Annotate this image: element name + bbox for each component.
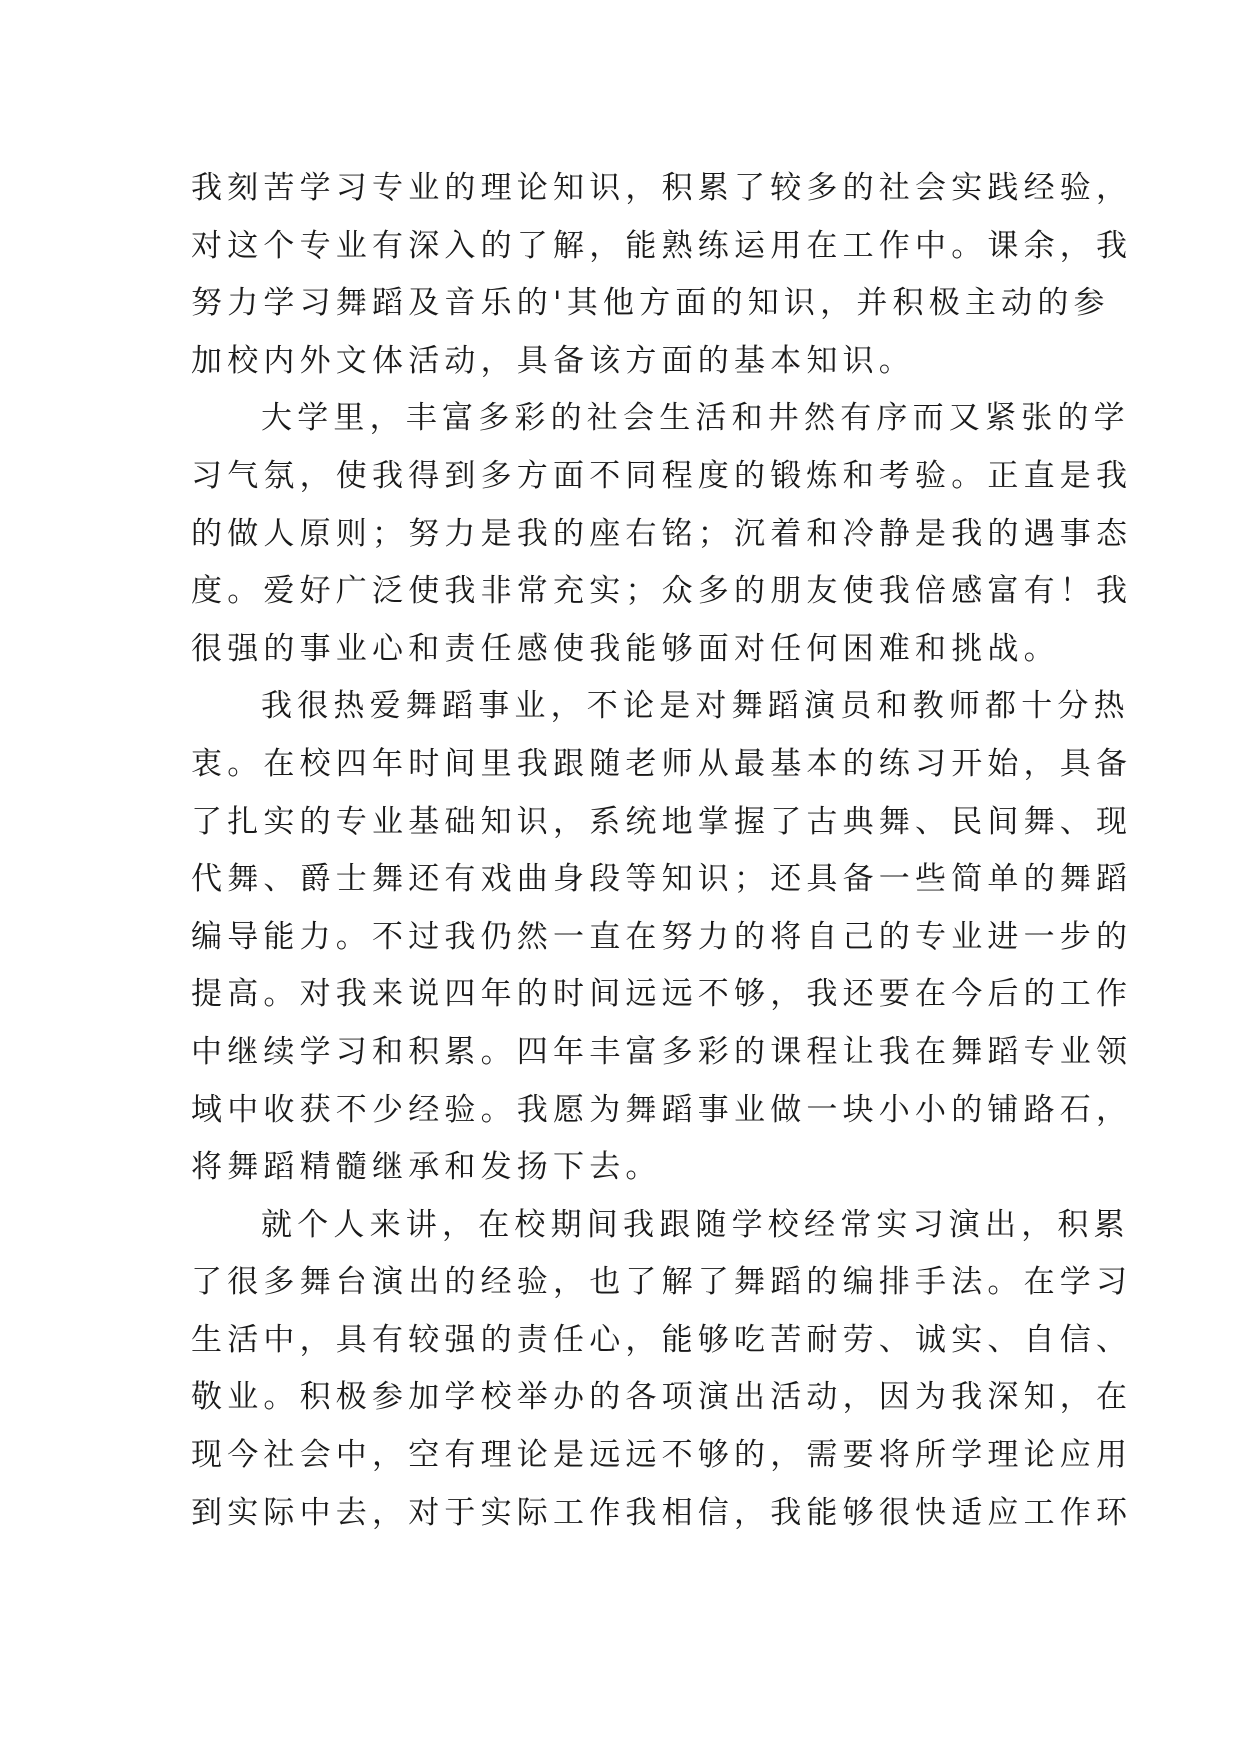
text-line: 衷。在校四年时间里我跟随老师从最基本的练习开始，具备 bbox=[191, 745, 1133, 782]
text-line: 对这个专业有深入的了解，能熟练运用在工作中。课余，我 bbox=[191, 227, 1133, 264]
text-line: 了很多舞台演出的经验，也了解了舞蹈的编排手法。在学习 bbox=[191, 1264, 1133, 1301]
paragraph-first-line: 就个人来讲，在校期间我跟随学校经常实习演出，积累 bbox=[261, 1206, 1130, 1243]
text-line: 敬业。积极参加学校举办的各项演出活动，因为我深知，在 bbox=[191, 1379, 1133, 1416]
text-line: 我刻苦学习专业的理论知识，积累了较多的社会实践经验， bbox=[191, 170, 1133, 206]
text-line: 代舞、爵士舞还有戏曲身段等知识；还具备一些简单的舞蹈 bbox=[191, 861, 1133, 898]
text-line: 编导能力。不过我仍然一直在努力的将自己的专业进一步的 bbox=[191, 918, 1133, 955]
text-line: 生活中，具有较强的责任心，能够吃苦耐劳、诚实、自信、 bbox=[191, 1321, 1133, 1358]
text-line: 习气氛，使我得到多方面不同程度的锻炼和考验。正直是我 bbox=[191, 457, 1133, 494]
paragraph-first-line: 大学里，丰富多彩的社会生活和井然有序而又紧张的学 bbox=[261, 400, 1130, 437]
text-line: 努力学习舞蹈及音乐的'其他方面的知识，并积极主动的参 bbox=[191, 285, 1110, 322]
text-line: 的做人原则；努力是我的座右铭；沉着和冷静是我的遇事态 bbox=[191, 515, 1133, 552]
body-text bbox=[191, 160, 1133, 1542]
text-line: 域中收获不少经验。我愿为舞蹈事业做一块小小的铺路石， bbox=[191, 1091, 1133, 1128]
text-line: 到实际中去，对于实际工作我相信，我能够很快适应工作环 bbox=[191, 1494, 1133, 1531]
text-line: 中继续学习和积累。四年丰富多彩的课程让我在舞蹈专业领 bbox=[191, 1033, 1133, 1070]
text-line: 很强的事业心和责任感使我能够面对任何困难和挑战。 bbox=[191, 630, 1060, 667]
text-line: 将舞蹈精髓继承和发扬下去。 bbox=[191, 1149, 662, 1186]
text-line: 提高。对我来说四年的时间远远不够，我还要在今后的工作 bbox=[191, 976, 1133, 1013]
text-line: 加校内外文体活动，具备该方面的基本知识。 bbox=[191, 342, 915, 379]
text-line: 了扎实的专业基础知识，系统地掌握了古典舞、民间舞、现 bbox=[191, 803, 1133, 840]
paragraph-first-line: 我很热爱舞蹈事业，不论是对舞蹈演员和教师都十分热 bbox=[261, 688, 1130, 725]
text-line: 度。爱好广泛使我非常充实；众多的朋友使我倍感富有！我 bbox=[191, 573, 1133, 610]
text-line: 现今社会中，空有理论是远远不够的，需要将所学理论应用 bbox=[191, 1437, 1133, 1474]
